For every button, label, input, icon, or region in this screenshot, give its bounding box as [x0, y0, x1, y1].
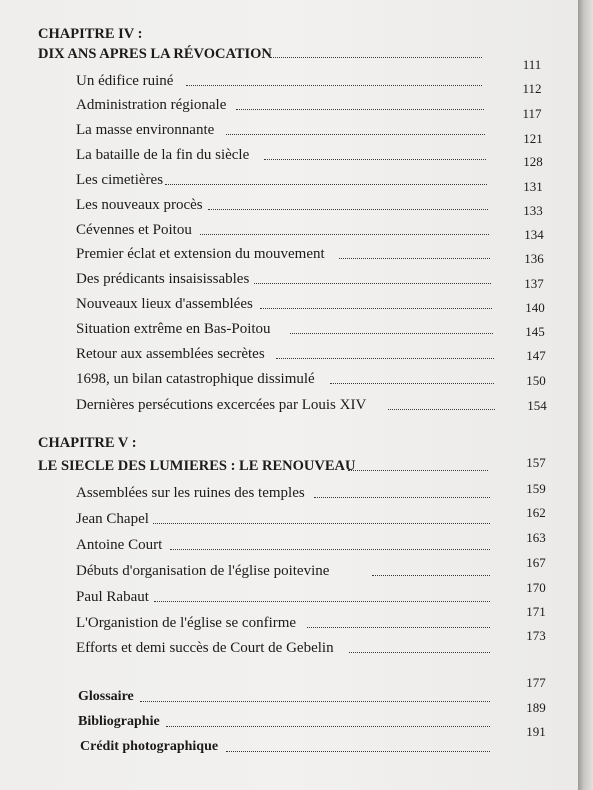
entry-title: Efforts et demi succès de Court de Gebelin — [76, 640, 334, 656]
entry-title: Retour aux assemblées secrètes — [76, 346, 265, 362]
leader-dots — [200, 234, 489, 235]
entry-title: Bibliographie — [78, 714, 160, 729]
entry-title: L'Organistion de l'église se confirme — [76, 615, 297, 631]
leader-dots — [290, 333, 493, 334]
page-number: 147 — [526, 348, 546, 363]
leader-dots — [166, 726, 490, 727]
entry-title: Assemblées sur les ruines des temples — [76, 485, 305, 501]
entry-title: Les cimetières — [76, 172, 164, 188]
page-number: 157 — [526, 455, 546, 470]
toc-entry-glossaire — [0, 675, 578, 712]
leader-dots — [236, 109, 484, 110]
toc-entry — [0, 628, 578, 663]
entry-title: Antoine Court — [76, 537, 163, 553]
entry-title: Débuts d'organisation de l'église poitevine — [76, 563, 330, 579]
toc-entry — [0, 481, 578, 508]
page-number: 117 — [522, 106, 542, 121]
entry-title: Crédit photographique — [80, 739, 219, 754]
chapter-4-label: CHAPITRE IV : — [38, 26, 143, 42]
entry-title: Situation extrême en Bas-Poitou — [76, 321, 271, 337]
leader-dots — [270, 57, 482, 58]
page-number: 128 — [523, 154, 543, 169]
page-number: 191 — [526, 724, 546, 739]
leader-dots — [226, 134, 485, 135]
entry-title: Cévennes et Poitou — [76, 222, 192, 238]
page-number: 163 — [526, 530, 546, 545]
chapter-title: DIX ANS APRES LA RÉVOCATION — [38, 46, 272, 62]
entry-title: Jean Chapel — [76, 511, 149, 527]
leader-dots — [276, 358, 494, 359]
leader-dots — [226, 751, 490, 752]
toc-entry — [0, 370, 578, 394]
page-number: 145 — [525, 324, 545, 339]
page-number: 189 — [526, 700, 546, 715]
toc-entry — [0, 320, 578, 344]
leader-dots — [140, 701, 490, 702]
toc-entry — [0, 146, 578, 170]
entry-title: Administration régionale — [76, 97, 227, 113]
toc-entry — [0, 530, 578, 560]
entry-title: Les nouveaux procès — [76, 197, 203, 213]
leader-dots — [254, 283, 491, 284]
chapter-4-title-row — [0, 45, 578, 72]
page-number: 162 — [526, 505, 546, 520]
toc-entry — [0, 604, 578, 638]
toc-entry-bibliographie — [0, 700, 578, 737]
leader-dots — [330, 383, 494, 384]
toc-entry-credit — [0, 724, 578, 762]
page-number: 134 — [524, 227, 544, 242]
entry-title: Paul Rabaut — [76, 589, 149, 605]
leader-dots — [260, 308, 492, 309]
entry-title: 1698, un bilan catastrophique dissimulé — [76, 371, 315, 387]
chapter-5-title-row — [0, 457, 578, 481]
leader-dots — [153, 523, 490, 524]
entry-title: Nouveaux lieux d'assemblées — [76, 296, 253, 312]
leader-dots — [339, 258, 490, 259]
toc-entry — [0, 295, 578, 319]
leader-dots — [264, 159, 486, 160]
page-number: 136 — [524, 251, 544, 266]
page-number: 121 — [523, 131, 543, 146]
toc-entry — [0, 96, 578, 120]
page-number: 173 — [526, 628, 546, 643]
leader-dots — [208, 209, 488, 210]
entry-title: Un édifice ruiné — [76, 73, 174, 89]
entry-title: La bataille de la fin du siècle — [76, 147, 250, 163]
toc-entry — [0, 555, 578, 586]
leader-dots — [314, 497, 490, 498]
page-number: 167 — [526, 555, 546, 570]
toc-entry — [0, 505, 578, 534]
page-number: 111 — [522, 57, 542, 72]
leader-dots — [349, 652, 490, 653]
toc-entry — [0, 580, 578, 612]
page-number: 133 — [523, 203, 543, 218]
leader-dots — [307, 627, 490, 628]
entry-title: La masse environnante — [76, 122, 215, 138]
page-number: 140 — [525, 300, 545, 315]
toc-entry — [0, 245, 578, 269]
page-number: 170 — [526, 580, 546, 595]
toc-entry — [0, 270, 578, 294]
toc-entry — [0, 196, 578, 220]
page-number: 171 — [526, 604, 546, 619]
page-number: 112 — [522, 81, 542, 96]
entry-title: Premier éclat et extension du mouvement — [76, 246, 325, 262]
page-edge — [578, 0, 593, 790]
chapter-5-label: CHAPITRE V : — [38, 435, 137, 451]
toc-entry — [0, 121, 578, 145]
toc-entry — [0, 396, 578, 420]
leader-dots — [186, 85, 482, 86]
leader-dots — [165, 184, 487, 185]
leader-dots — [388, 409, 495, 410]
leader-dots — [372, 575, 490, 576]
page-number: 154 — [527, 398, 547, 413]
chapter-title: LE SIECLE DES LUMIERES : LE RENOUVEAU — [38, 458, 356, 474]
entry-title: Des prédicants insaisissables — [76, 271, 250, 287]
leader-dots — [154, 601, 490, 602]
entry-title: Dernières persécutions excercées par Louis XIV — [76, 397, 367, 413]
toc-entry — [0, 171, 578, 195]
page-number: 150 — [526, 373, 546, 388]
toc-entry — [0, 345, 578, 369]
entry-title: Glossaire — [78, 689, 134, 704]
page-number: 159 — [526, 481, 546, 496]
toc-entry — [0, 72, 578, 96]
page-number: 131 — [523, 179, 543, 194]
page-number: 137 — [524, 276, 544, 291]
toc-entry — [0, 221, 578, 245]
leader-dots — [348, 470, 488, 471]
leader-dots — [170, 549, 490, 550]
page-number: 177 — [526, 675, 546, 690]
